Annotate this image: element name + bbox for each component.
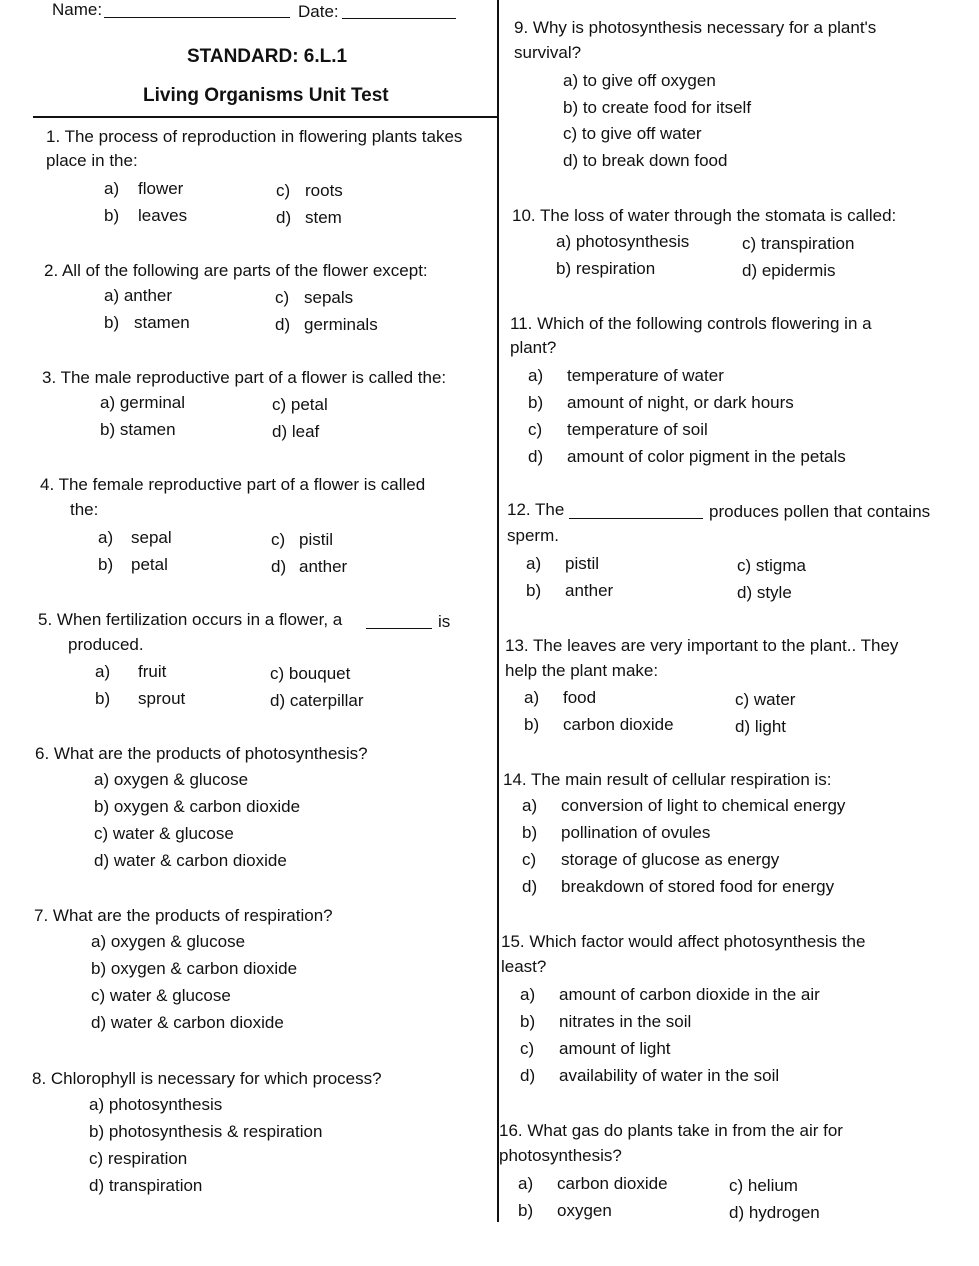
question-2-option[interactable]: a) anther: [104, 286, 173, 305]
question-16-option[interactable]: d) hydrogen: [729, 1203, 820, 1222]
question-9-text: 9. Why is photosynthesis necessary for a plant's: [514, 18, 877, 37]
question-12-option-letter: a): [526, 554, 542, 573]
question-7-option[interactable]: a) oxygen & glucose: [91, 932, 246, 951]
question-4-text: the:: [70, 500, 99, 519]
question-5-text: produced.: [68, 635, 144, 654]
question-10-text: 10. The loss of water through the stomata is called:: [512, 206, 897, 225]
question-1-option-letter: d): [276, 208, 292, 227]
name-blank[interactable]: [104, 17, 290, 18]
question-8-option[interactable]: d) transpiration: [89, 1176, 203, 1195]
question-4-text: 4. The female reproductive part of a flower is called: [40, 475, 426, 494]
question-9-option[interactable]: b) to create food for itself: [563, 98, 752, 117]
question-13-text: 13. The leaves are very important to the plant.. They: [505, 636, 899, 655]
question-10-option[interactable]: a) photosynthesis: [556, 232, 690, 251]
question-4-option-letter: d): [271, 557, 287, 576]
question-1-option[interactable]: stem: [305, 208, 342, 227]
question-1-option[interactable]: flower: [138, 179, 184, 198]
question-2-text: 2. All of the following are parts of the flower except:: [44, 261, 428, 280]
question-5-option[interactable]: sprout: [138, 689, 186, 708]
question-12-option[interactable]: anther: [565, 581, 614, 600]
question-12-option[interactable]: d) style: [737, 583, 792, 602]
question-14-option-letter: d): [522, 877, 538, 896]
question-1-option[interactable]: roots: [305, 181, 343, 200]
question-13-option[interactable]: food: [563, 688, 597, 707]
question-16-option-letter: a): [518, 1174, 534, 1193]
question-2-option-letter: c): [275, 288, 290, 307]
question-14-option-letter: c): [522, 850, 537, 869]
date-blank[interactable]: [342, 18, 456, 19]
standard-heading: STANDARD: 6.L.1: [187, 46, 348, 67]
question-5-option[interactable]: c) bouquet: [270, 664, 351, 683]
question-14-option-letter: b): [522, 823, 538, 842]
question-1-option[interactable]: leaves: [138, 206, 188, 225]
question-4-option[interactable]: petal: [131, 555, 168, 574]
question-8-text: 8. Chlorophyll is necessary for which process?: [32, 1069, 382, 1088]
question-11-option[interactable]: amount of night, or dark hours: [567, 393, 794, 412]
question-5-blank[interactable]: [366, 628, 432, 629]
question-11-text: 11. Which of the following controls flowering in a: [510, 314, 872, 333]
question-7-option[interactable]: c) water & glucose: [91, 986, 231, 1005]
question-5-option-letter: a): [95, 662, 111, 681]
question-5-option[interactable]: fruit: [138, 662, 167, 681]
question-2-option[interactable]: stamen: [134, 313, 190, 332]
question-9-option[interactable]: c) to give off water: [563, 124, 702, 143]
question-15-option[interactable]: nitrates in the soil: [559, 1012, 692, 1031]
question-4-option[interactable]: sepal: [131, 528, 172, 547]
question-13-text: help the plant make:: [505, 661, 659, 680]
question-6-option[interactable]: a) oxygen & glucose: [94, 770, 249, 789]
question-14-option[interactable]: pollination of ovules: [561, 823, 711, 842]
question-4-option-letter: c): [271, 530, 286, 549]
question-2-option-letter: b): [104, 313, 120, 332]
question-3-option[interactable]: a) germinal: [100, 393, 186, 412]
date-label: Date:: [298, 2, 339, 21]
question-8-option[interactable]: a) photosynthesis: [89, 1095, 223, 1114]
question-12-option[interactable]: c) stigma: [737, 556, 806, 575]
question-12-text: sperm.: [507, 526, 559, 545]
question-16-text: photosynthesis?: [499, 1146, 622, 1165]
question-5-option[interactable]: d) caterpillar: [270, 691, 364, 710]
question-11-option-letter: b): [528, 393, 544, 412]
question-15-text: 15. Which factor would affect photosynthesis the: [501, 932, 866, 951]
question-16-option[interactable]: c) helium: [729, 1176, 798, 1195]
question-6-option[interactable]: c) water & glucose: [94, 824, 234, 843]
question-16-option-letter: b): [518, 1201, 534, 1220]
question-15-option[interactable]: amount of light: [559, 1039, 671, 1058]
question-14-option-letter: a): [522, 796, 538, 815]
question-7-option[interactable]: d) water & carbon dioxide: [91, 1013, 284, 1032]
question-14-text: 14. The main result of cellular respiration is:: [503, 770, 832, 789]
question-4-option[interactable]: pistil: [299, 530, 334, 549]
question-11-option-letter: c): [528, 420, 543, 439]
question-9-text: survival?: [514, 43, 582, 62]
question-1-option-letter: c): [276, 181, 291, 200]
question-15-option[interactable]: availability of water in the soil: [559, 1066, 780, 1085]
question-15-option-letter: a): [520, 985, 536, 1004]
question-2-option[interactable]: germinals: [304, 315, 378, 334]
question-13-option-letter: a): [524, 688, 540, 707]
question-4-option-letter: b): [98, 555, 114, 574]
question-5-option-letter: b): [95, 689, 111, 708]
question-13-option[interactable]: d) light: [735, 717, 787, 736]
column-divider: [497, 0, 499, 1222]
question-10-option[interactable]: d) epidermis: [742, 261, 836, 280]
question-15-text: least?: [501, 957, 547, 976]
question-2-option[interactable]: sepals: [304, 288, 354, 307]
question-15-option[interactable]: amount of carbon dioxide in the air: [559, 985, 820, 1004]
question-1-text: 1. The process of reproduction in flowering plants takes: [46, 127, 463, 146]
question-12-option-letter: b): [526, 581, 542, 600]
question-16-option[interactable]: oxygen: [557, 1201, 612, 1220]
question-11-option[interactable]: temperature of water: [567, 366, 724, 385]
question-1-option-letter: a): [104, 179, 120, 198]
question-10-option[interactable]: b) respiration: [556, 259, 656, 278]
question-14-option[interactable]: breakdown of stored food for energy: [561, 877, 835, 896]
page-title: Living Organisms Unit Test: [143, 85, 389, 106]
question-12-text: 12. The: [507, 500, 565, 519]
question-2-option-letter: d): [275, 315, 291, 334]
question-8-option[interactable]: c) respiration: [89, 1149, 188, 1168]
question-6-text: 6. What are the products of photosynthesis?: [35, 744, 368, 763]
question-15-option-letter: d): [520, 1066, 536, 1085]
question-1-text: place in the:: [46, 151, 138, 170]
question-12-text: produces pollen that contains: [709, 502, 931, 521]
question-15-option-letter: c): [520, 1039, 535, 1058]
question-3-option[interactable]: b) stamen: [100, 420, 176, 439]
question-4-option[interactable]: anther: [299, 557, 348, 576]
question-4-option-letter: a): [98, 528, 114, 547]
question-6-option[interactable]: b) oxygen & carbon dioxide: [94, 797, 301, 816]
question-11-option[interactable]: temperature of soil: [567, 420, 708, 439]
question-3-option[interactable]: c) petal: [272, 395, 328, 414]
question-7-text: 7. What are the products of respiration?: [34, 906, 333, 925]
header-divider: [33, 116, 499, 118]
question-3-option[interactable]: d) leaf: [272, 422, 320, 441]
question-16-option[interactable]: carbon dioxide: [557, 1174, 668, 1193]
question-15-option-letter: b): [520, 1012, 536, 1031]
question-7-option[interactable]: b) oxygen & carbon dioxide: [91, 959, 298, 978]
question-6-option[interactable]: d) water & carbon dioxide: [94, 851, 287, 870]
question-8-option[interactable]: b) photosynthesis & respiration: [89, 1122, 323, 1141]
question-13-option[interactable]: carbon dioxide: [563, 715, 674, 734]
question-13-option[interactable]: c) water: [735, 690, 796, 709]
question-14-option[interactable]: storage of glucose as energy: [561, 850, 780, 869]
question-3-text: 3. The male reproductive part of a flower is called the:: [42, 368, 447, 387]
question-10-option[interactable]: c) transpiration: [742, 234, 855, 253]
question-1-option-letter: b): [104, 206, 120, 225]
question-14-option[interactable]: conversion of light to chemical energy: [561, 796, 846, 815]
question-12-blank[interactable]: [569, 518, 703, 519]
question-11-option-letter: d): [528, 447, 544, 466]
name-label: Name:: [52, 0, 103, 19]
question-11-option-letter: a): [528, 366, 544, 385]
question-5-text: 5. When fertilization occurs in a flower, a: [38, 610, 343, 629]
question-9-option[interactable]: d) to break down food: [563, 151, 728, 170]
question-16-text: 16. What gas do plants take in from the air for: [499, 1121, 843, 1140]
question-12-option[interactable]: pistil: [565, 554, 600, 573]
question-5-text: is: [438, 612, 451, 631]
question-13-option-letter: b): [524, 715, 540, 734]
question-11-text: plant?: [510, 338, 557, 357]
question-9-option[interactable]: a) to give off oxygen: [563, 71, 716, 90]
question-11-option[interactable]: amount of color pigment in the petals: [567, 447, 846, 466]
